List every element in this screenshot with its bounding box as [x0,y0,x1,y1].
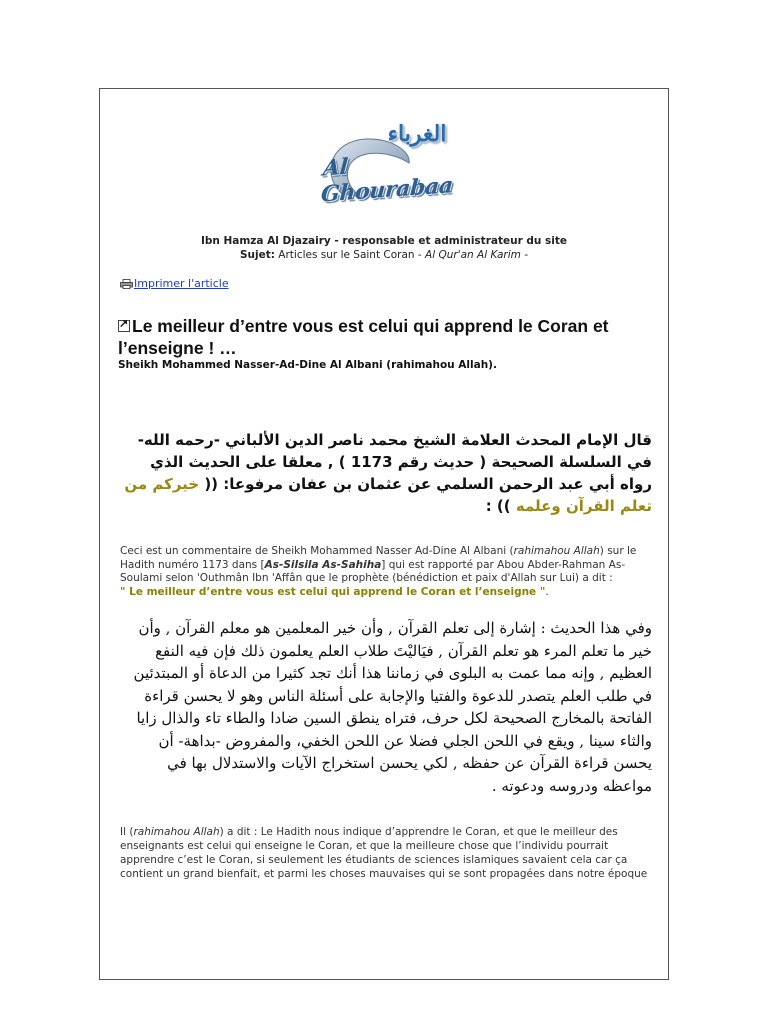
comment-italic-1: rahimahou Allah [513,545,600,557]
arabic-intro-end: )) : [485,497,511,515]
external-link-icon[interactable] [118,320,130,332]
article-author: Sheikh Mohammed Nasser-Ad-Dine Al Albani (rahimahou Allah). [118,359,497,371]
french-comment-paragraph [120,545,650,599]
subject-line [100,249,668,261]
subject-italic: Al Qur'an Al Karim - [425,249,529,261]
comment-source-title: As-Silsila As-Sahiha [264,558,382,571]
comment-text-1: Ceci est un commentaire de Sheikh Mohammed Nasser Ad-Dine Al Albani ( [120,545,514,557]
comment-text-2: ) sur le Hadith numéro 1173 dans [ [120,545,637,571]
arabic-hadith-highlight: خيركم من تعلم القرآن وعلمه [124,475,652,515]
printer-icon [120,279,133,289]
subject-label: Sujet: [239,249,275,261]
closing-italic: rahimahou Allah [133,826,220,838]
print-article-label[interactable]: Imprimer l'article [134,277,229,290]
print-article-link[interactable] [120,277,229,290]
comment-text-4: . [545,585,549,598]
arabic-intro-paragraph [122,429,652,517]
closing-text-2: ) a dit : Le Hadith nous indique d’apprendre le Coran, et que le meilleur des enseignants est celui qui enseigne le Coran, et que la meilleure chose que l’individu pourrait apprendre c’est le Coran, si seulement les étudiants de sciences islamiques savaient cela car ça contient un grand bienfait, et parmi les choses mauvaises qui se sont propagées dans notre époque [120,826,648,880]
french-closing-paragraph [120,825,650,881]
document-page [99,88,669,980]
arabic-intro-text: قال الإمام المحدث العلامة الشيخ محمد ناصر الدين الألباني -رحمه الله- في السلسلة الصحيحة ( حديث رقم 1173 ) , معلقا على الحديث الذي رواه أبي عبد الرحمن السلمي عن عثمان بن عفان مرفوعا: (( [137,431,652,493]
site-author-line: Ibn Hamza Al Djazairy - responsable et administrateur du site [200,235,568,247]
article-title-text: Le meilleur d’entre vous est celui qui apprend le Coran et l’enseigne ! … [118,316,609,358]
site-logo [317,115,454,215]
logo-arabic-text: الغرباء [387,121,447,147]
arabic-body-paragraph: وفي هذا الحديث : إشارة إلى تعلم القرآن , وأن خير المعلمين هو معلم القرآن , وأن خير ما تعلم المرء هو تعلم القرآن , فيَاليْتَ طلاب العلم يعلمون ذلك فإن فيه النفع العظيم , وإنه مما عمت به البلوى في زماننا هذا أنك تجد كثيرا من الدعاة أو المبتدئين في طلب العلم يتصدر للدعوة والفتيا والإجابة على أسئلة الناس وهو لا يحسن قراءة الفاتحة بالمخارج الصحيحة لكل حرف، فتراه ينطق السين ضادا والطاء تاء والذال زايا والثاء سينا , ويقع في اللحن الجلي فضلا عن اللحن الخفي، والمفروض -بداهة- أن يحسن قراءة القرآن عن حفظه , لكي يحسن استخراج الآيات والاستدلال بها في مواعظه ودروسه ودعوته . [133,619,652,795]
subject-text: Articles sur le Saint Coran - [278,249,422,261]
comment-text-3: ] qui est rapporté par Abou Abder-Rahman As-Soulami selon 'Outhmân Ibn 'Affân que le prophète (bénédiction et paix d'Allah sur Lui) a dit : [120,558,626,584]
logo-latin-text: Al Ghourabaa [320,153,454,208]
article-title [118,315,658,359]
hadith-quote-french: " Le meilleur d’entre vous est celui qui apprend le Coran et l’enseigne " [120,585,546,598]
closing-text-1: Il ( [120,826,134,838]
